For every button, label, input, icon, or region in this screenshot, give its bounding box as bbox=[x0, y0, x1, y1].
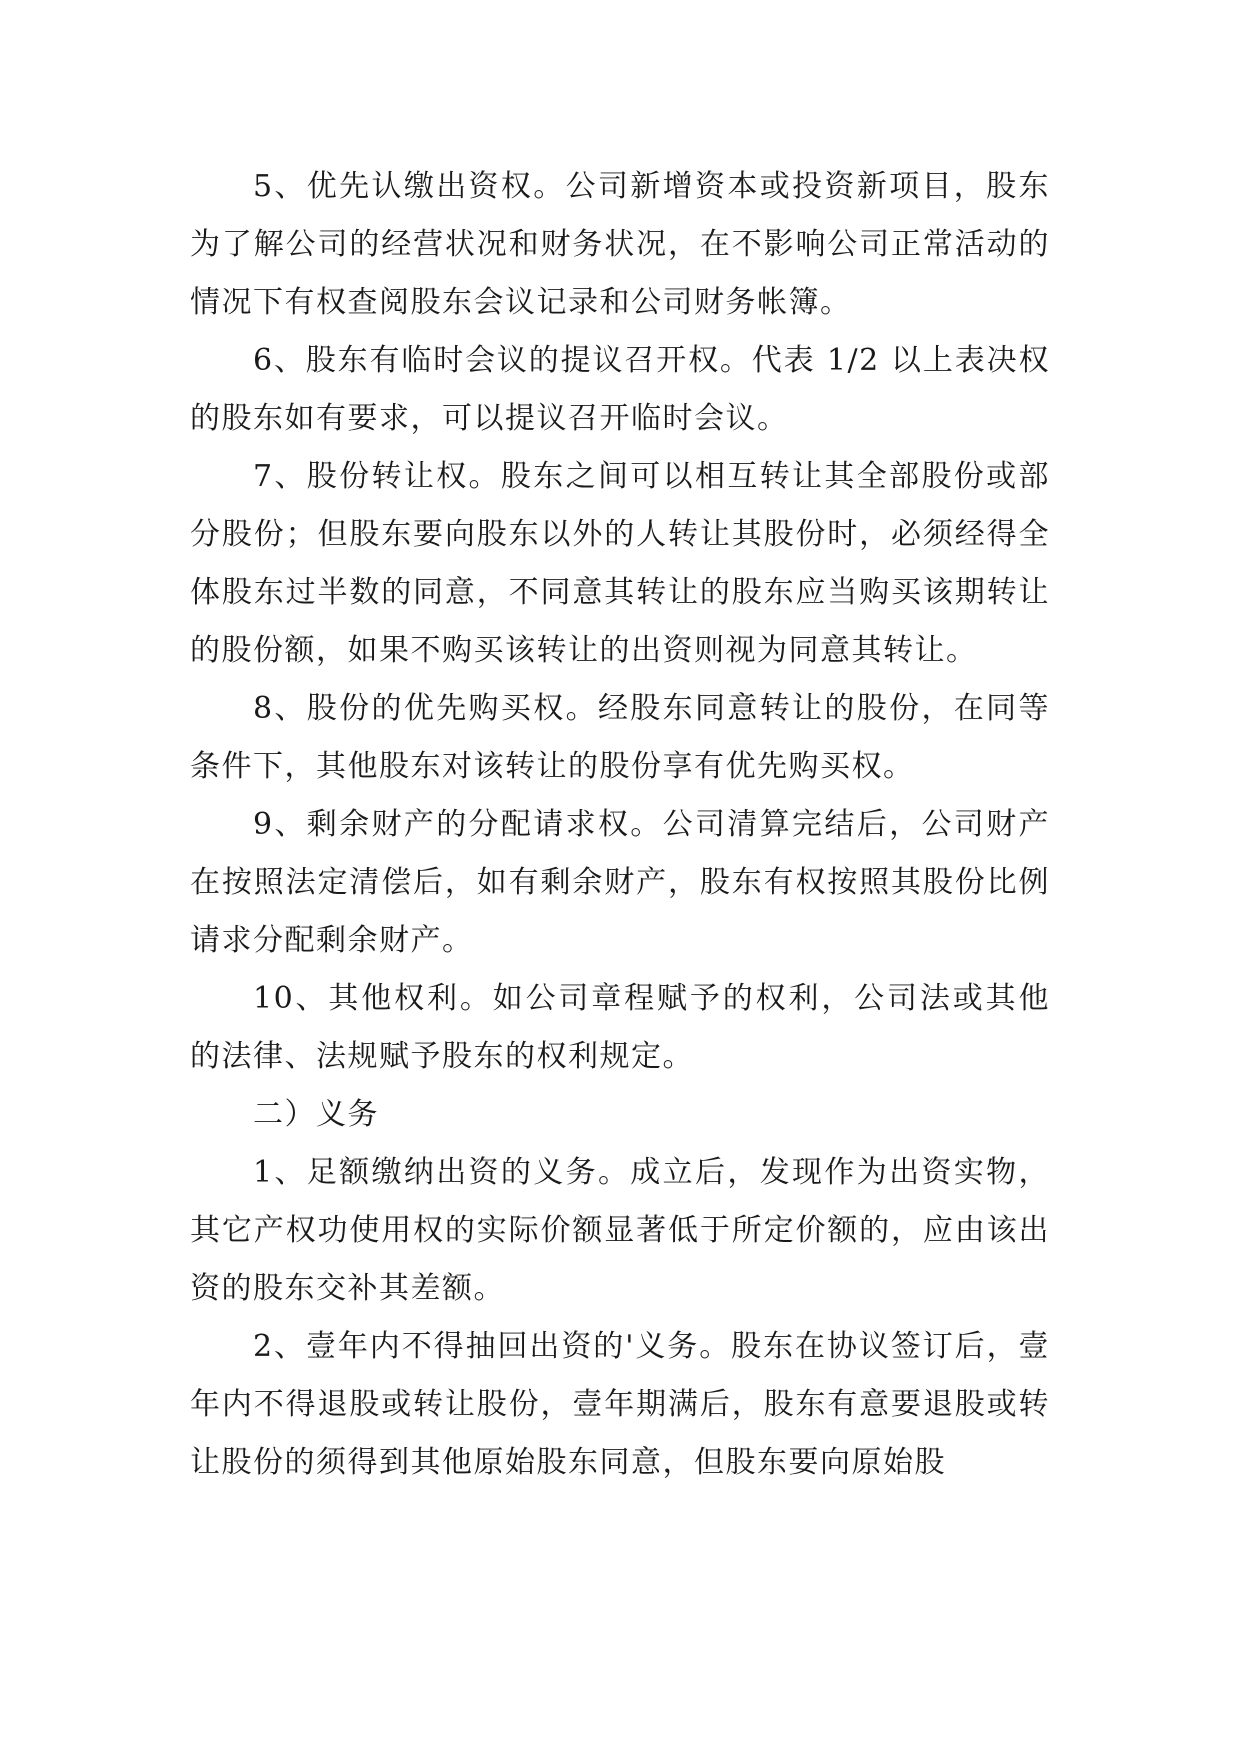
paragraph-right-8: 8、股份的优先购买权。经股东同意转让的股份，在同等条件下，其他股东对该转让的股份享有优先购买权。 bbox=[190, 691, 1050, 784]
paragraph-obligation-2: 2、壹年内不得抽回出资的'义务。股东在协议签订后，壹年内不得退股或转让股份，壹年期满后，股东有意要退股或转让股份的须得到其他原始股东同意，但股东要向原始股 bbox=[190, 1329, 1050, 1480]
document-body bbox=[190, 158, 1050, 1492]
paragraph-right-6: 6、股东有临时会议的提议召开权。代表 1/2 以上表决权的股东如有要求，可以提议召开临时会议。 bbox=[190, 343, 1050, 436]
paragraph-right-7: 7、股份转让权。股东之间可以相互转让其全部股份或部分股份；但股东要向股东以外的人转让其股份时，必须经得全体股东过半数的同意，不同意其转让的股东应当购买该期转让的股份额，如果不购买该转让的出资则视为同意其转让。 bbox=[190, 459, 1050, 668]
section-heading-obligations: 二）义务 bbox=[253, 1097, 379, 1132]
paragraph-right-5: 5、优先认缴出资权。公司新增资本或投资新项目，股东为了解公司的经营状况和财务状况，在不影响公司正常活动的情况下有权查阅股东会议记录和公司财务帐簿。 bbox=[190, 169, 1050, 320]
paragraph-right-10: 10、其他权利。如公司章程赋予的权利，公司法或其他的法律、法规赋予股东的权利规定。 bbox=[190, 981, 1050, 1074]
paragraph-right-9: 9、剩余财产的分配请求权。公司清算完结后，公司财产在按照法定清偿后，如有剩余财产，股东有权按照其股份比例请求分配剩余财产。 bbox=[190, 807, 1050, 958]
paragraph-obligation-1: 1、足额缴纳出资的义务。成立后，发现作为出资实物，其它产权功使用权的实际价额显著低于所定价额的，应由该出资的股东交补其差额。 bbox=[190, 1155, 1050, 1306]
